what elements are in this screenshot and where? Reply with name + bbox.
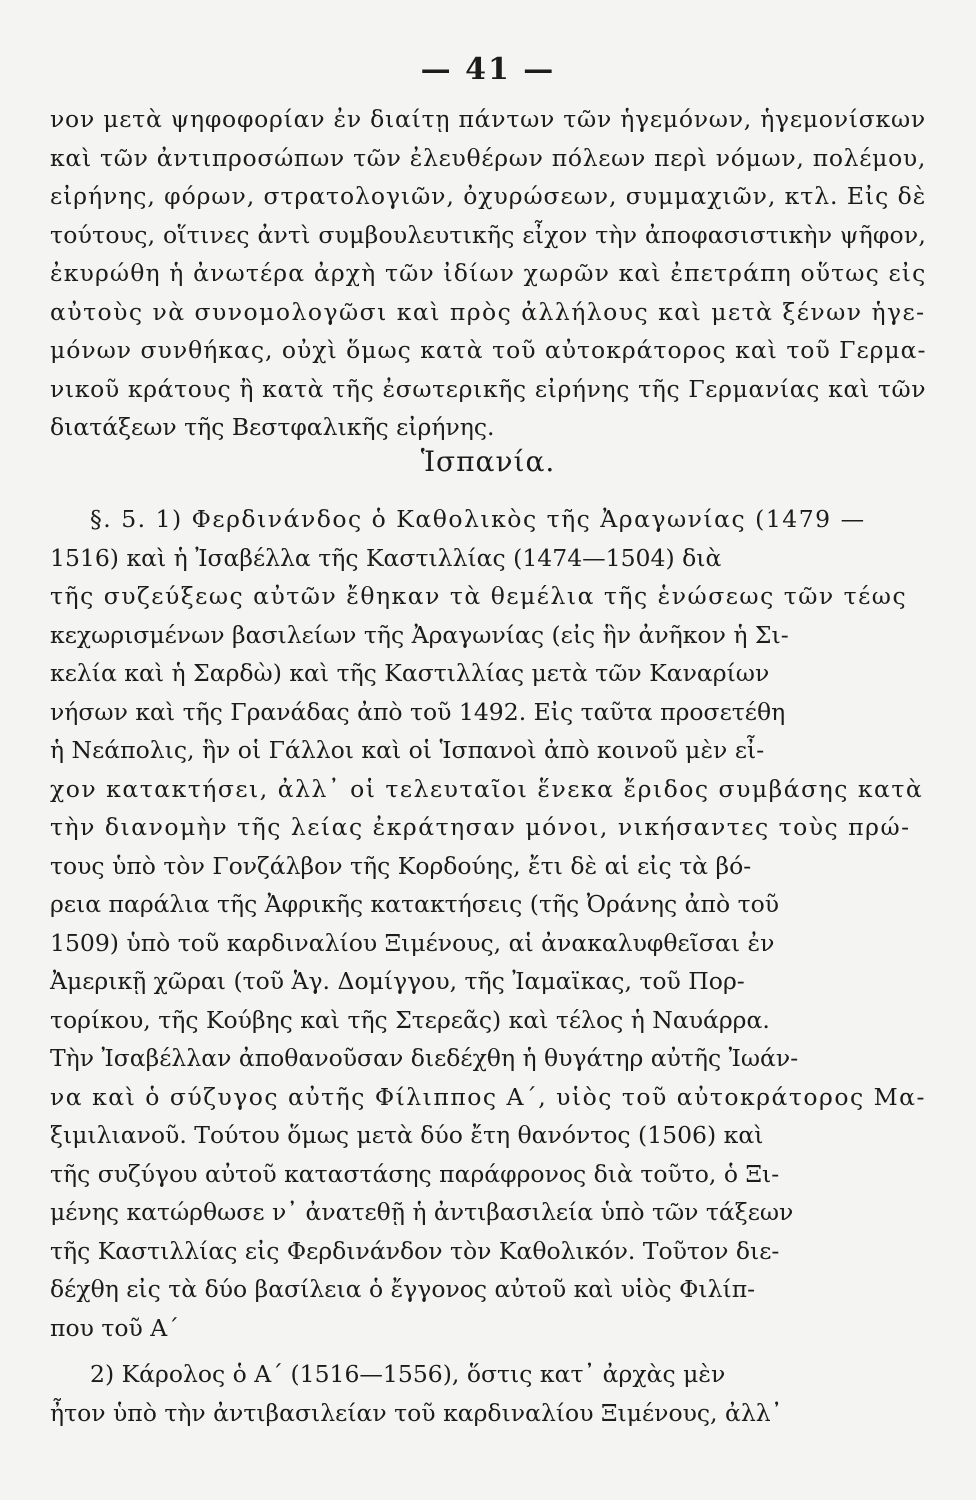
text-line: τῆς συζύγου αὐτοῦ καταστάσης παράφρονος διὰ τοῦτο, ὁ Ξι- (50, 1159, 780, 1188)
text-line: §. 5. 1) Φερδινάνδος ὁ Καθολικὸς τῆς Ἀραγωνίας (1479 — (90, 505, 866, 533)
text-line: να καὶ ὁ σύζυγος αὐτῆς Φίλιππος Α΄, υἱὸς τοῦ αὐτοκράτορος Μα- (50, 1082, 926, 1111)
text-line: νικοῦ κράτους ἢ κατὰ τῆς ἐσωτερικῆς εἰρήνης τῆς Γερμανίας καὶ τῶν (50, 374, 927, 403)
text-line: μένης κατώρθωσε ν᾽ ἀνατεθῇ ἡ ἀντιβασιλεία ὑπὸ τῶν τάξεων (50, 1198, 794, 1226)
text-line: που τοῦ Α΄ (50, 1313, 179, 1342)
text-line: κεχωρισμένων βασιλείων τῆς Ἀραγωνίας (εἰς ἣν ἀνῆκον ἡ Σι- (50, 620, 789, 649)
text-line: 1516) καὶ ἡ Ἰσαβέλλα τῆς Καστιλλίας (1474—1504) διὰ (50, 543, 722, 572)
text-line: τορίκου, τῆς Κούβης καὶ τῆς Στερεᾶς) καὶ τέλος ἡ Ναυάρρα. (50, 1005, 770, 1034)
text-line: δέχθη εἰς τὰ δύο βασίλεια ὁ ἔγγονος αὐτοῦ καὶ υἱὸς Φιλίπ- (50, 1275, 756, 1303)
text-line: ἐκυρώθη ἡ ἀνωτέρα ἀρχὴ τῶν ἰδίων χωρῶν καὶ ἐπετράπη οὕτως εἰς (50, 259, 927, 287)
text-line: 1509) ὑπὸ τοῦ καρδιναλίου Ξιμένους, αἱ ἀνακαλυφθεῖσαι ἐν (50, 928, 775, 957)
text-line: ἡ Νεάπολις, ἣν οἱ Γάλλοι καὶ οἱ Ἱσπανοὶ ἀπὸ κοινοῦ μὲν εἶ- (50, 736, 765, 764)
page-number: — 41 — (420, 52, 556, 87)
text-line: εἰρήνης, φόρων, στρατολογιῶν, ὀχυρώσεων, συμμαχιῶν, κτλ. Εἰς δὲ (50, 182, 927, 210)
text-line: τῆς συζεύξεως αὐτῶν ἔθηκαν τὰ θεμέλια τῆς ἑνώσεως τῶν τέως (50, 582, 908, 610)
text-line: τῆς Καστιλλίας εἰς Φερδινάνδον τὸν Καθολικόν. Τοῦτον διε- (50, 1236, 780, 1265)
text-line: μόνων συνθήκας, οὐχὶ ὅμως κατὰ τοῦ αὐτοκράτορος καὶ τοῦ Γερμα- (50, 336, 927, 364)
paragraph-top (50, 100, 927, 447)
text-line: Ἀμερικῇ χῶραι (τοῦ Ἁγ. Δομίγγου, τῆς Ἰαμαϊκας, τοῦ Πορ- (50, 967, 745, 995)
text-line: αὐτοὺς νὰ συνομολογῶσι καὶ πρὸς ἀλλήλους καὶ μετὰ ξένων ἡγε- (50, 297, 926, 326)
section-heading: Ἱσπανία. (420, 445, 556, 478)
text-line: διατάξεων τῆς Βεστφαλικῆς εἰρήνης. (50, 413, 495, 441)
text-line: νον μετὰ ψηφοφορίαν ἐν διαίτῃ πάντων τῶν ἡγεμόνων, ἡγεμονίσκων (50, 105, 926, 133)
text-line: κελία καὶ ἡ Σαρδὼ) καὶ τῆς Καστιλλίας μετὰ τῶν Καναρίων (50, 659, 770, 687)
text-line: ξιμιλιανοῦ. Τούτου ὅμως μετὰ δύο ἔτη θανόντος (1506) καὶ (50, 1121, 764, 1149)
text-line: ἦτον ὑπὸ τὴν ἀντιβασιλείαν τοῦ καρδιναλίου Ξιμένους, ἀλλ᾽ (50, 1398, 783, 1427)
text-line: νήσων καὶ τῆς Γρανάδας ἀπὸ τοῦ 1492. Εἰς ταῦτα προσετέθη (50, 697, 786, 726)
section-paragraph (50, 500, 926, 1347)
text-line: τὴν διανομὴν τῆς λείας ἐκράτησαν μόνοι, νικήσαντες τοὺς πρώ- (50, 813, 911, 841)
text-line: τους ὑπὸ τὸν Γονζάλβον τῆς Κορδούης, ἔτι δὲ αἱ εἰς τὰ βό- (50, 851, 752, 880)
text-line: χον κατακτήσει, ἀλλ᾽ οἱ τελευταῖοι ἕνεκα ἔριδος συμβάσης κατὰ (50, 774, 924, 803)
text-line: 2) Κάρολος ὁ Α΄ (1516—1556), ὅστις κατ᾽ ἀρχὰς μὲν (90, 1360, 726, 1388)
text-line: καὶ τῶν ἀντιπροσώπων τῶν ἐλευθέρων πόλεων περὶ νόμων, πολέμου, (50, 143, 927, 172)
text-line: ρεια παράλια τῆς Ἀφρικῆς κατακτήσεις (τῆς Ὀράνης ἀπὸ τοῦ (50, 890, 780, 918)
final-paragraph (50, 1355, 850, 1432)
text-line: τούτους, οἵτινες ἀντὶ συμβουλευτικῆς εἶχον τὴν ἀποφασιστικὴν ψῆφον, (50, 220, 927, 249)
text-line: Τὴν Ἰσαβέλλαν ἀποθανοῦσαν διεδέχθη ἡ θυγάτηρ αὐτῆς Ἰωάν- (50, 1044, 799, 1072)
